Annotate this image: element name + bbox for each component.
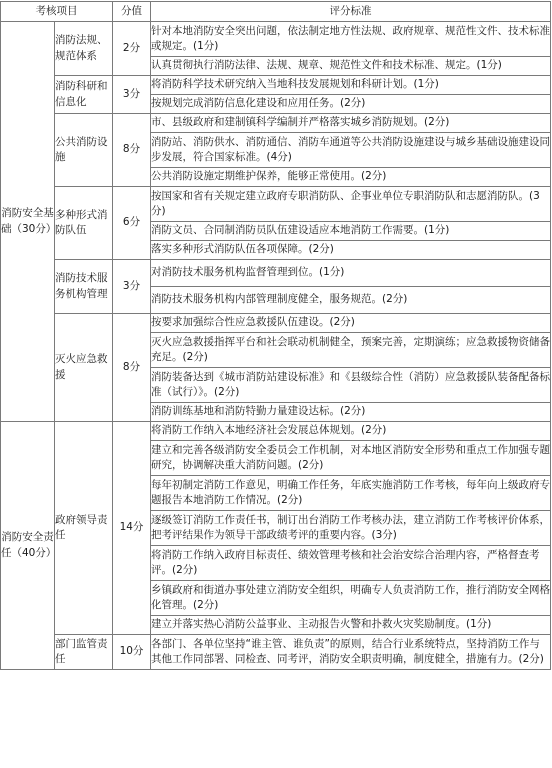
criteria-cell: 消防文员、合同制消防员队伍建设适应本地消防工作需要。(1分) [151,222,551,241]
table-row [1,76,551,95]
item-cell: 多种形式消防队伍 [55,187,113,260]
criteria-cell: 消防技术服务机构内部管理制度健全，服务规范。(2分) [151,287,551,314]
table-row [1,260,551,287]
category-cell: 消防安全责任（40分） [1,422,55,670]
header-criteria: 评分标准 [151,2,551,22]
criteria-cell: 将消防工作纳入本地经济社会发展总体规划。(2分) [151,422,551,441]
score-cell: 14分 [113,422,151,635]
table-row [1,187,551,222]
category-cell: 消防安全基础（30分） [1,22,55,422]
criteria-cell: 建立和完善各级消防安全委员会工作机制，对本地区消防安全形势和重点工作加强专题研究，协调解决重大消防问题。(2分) [151,441,551,476]
score-cell: 2分 [113,22,151,76]
criteria-cell: 认真贯彻执行消防法律、法规、规章、规范性文件和技术标准、规定。(1分) [151,57,551,76]
table-row [1,114,551,133]
table-row [1,422,551,441]
item-cell: 部门监管责任 [55,635,113,670]
score-cell: 6分 [113,187,151,260]
item-cell: 公共消防设施 [55,114,113,187]
item-cell: 灭火应急救援 [55,314,113,422]
item-cell: 消防科研和信息化 [55,76,113,114]
criteria-cell: 建立并落实热心消防公益事业、主动报告火警和扑救火灾奖励制度。(1分) [151,616,551,635]
table-row [1,314,551,333]
score-cell: 3分 [113,260,151,314]
criteria-cell: 将消防工作纳入政府目标责任、绩效管理考核和社会治安综合治理内容，严格督查考评。(2分) [151,546,551,581]
criteria-cell: 乡镇政府和街道办事处建立消防安全组织，明确专人负责消防工作，推行消防安全网格化管理。(2分) [151,581,551,616]
header-score: 分值 [113,2,151,22]
criteria-cell: 对消防技术服务机构监督管理到位。(1分) [151,260,551,287]
score-cell: 10分 [113,635,151,670]
score-cell: 3分 [113,76,151,114]
score-cell: 8分 [113,314,151,422]
criteria-cell: 消防站、消防供水、消防通信、消防车通道等公共消防设施建设与城乡基础设施建设同步发展，符合国家标准。(4分) [151,133,551,168]
criteria-cell: 消防装备达到《城市消防站建设标准》和《县级综合性（消防）应急救援队装备配备标准（试行）》。(2分) [151,368,551,403]
criteria-cell: 市、县级政府和建制镇科学编制并严格落实城乡消防规划。(2分) [151,114,551,133]
criteria-cell: 按要求加强综合性应急救援队伍建设。(2分) [151,314,551,333]
table-row [1,635,551,670]
header-item: 考核项目 [1,2,113,22]
score-cell: 8分 [113,114,151,187]
item-cell: 消防技术服务机构管理 [55,260,113,314]
criteria-cell: 各部门、各单位坚持“谁主管、谁负责”的原则，结合行业系统特点，坚持消防工作与其他工作同部署、同检查、同考评，消防安全职责明确，制度健全，措施有力。(2分) [151,635,551,670]
table-header-row [1,2,551,22]
item-cell: 政府领导责任 [55,422,113,635]
criteria-cell: 公共消防设施定期维护保养，能够正常使用。(2分) [151,168,551,187]
criteria-cell: 消防训练基地和消防特勤力量建设达标。(2分) [151,403,551,422]
criteria-cell: 按规划完成消防信息化建设和应用任务。(2分) [151,95,551,114]
criteria-cell: 逐级签订消防工作责任书，制订出台消防工作考核办法，建立消防工作考核评价体系，把考评结果作为领导干部政绩考评的重要内容。(3分) [151,511,551,546]
criteria-cell: 针对本地消防安全突出问题，依法制定地方性法规、政府规章、规范性文件、技术标准或规定。(1分) [151,22,551,57]
criteria-cell: 灭火应急救援指挥平台和社会联动机制健全，预案完善，定期演练；应急救援物资储备充足。(2分) [151,333,551,368]
criteria-cell: 落实多种形式消防队伍各项保障。(2分) [151,241,551,260]
criteria-cell: 按国家和省有关规定建立政府专职消防队、企事业单位专职消防队和志愿消防队。(3分) [151,187,551,222]
criteria-cell: 将消防科学技术研究纳入当地科技发展规划和科研计划。(1分) [151,76,551,95]
score-table [0,1,551,670]
criteria-cell: 每年初制定消防工作意见，明确工作任务，年底实施消防工作考核，每年向上级政府专题报告本地消防工作情况。(2分) [151,476,551,511]
table-row [1,22,551,57]
item-cell: 消防法规、规范体系 [55,22,113,76]
